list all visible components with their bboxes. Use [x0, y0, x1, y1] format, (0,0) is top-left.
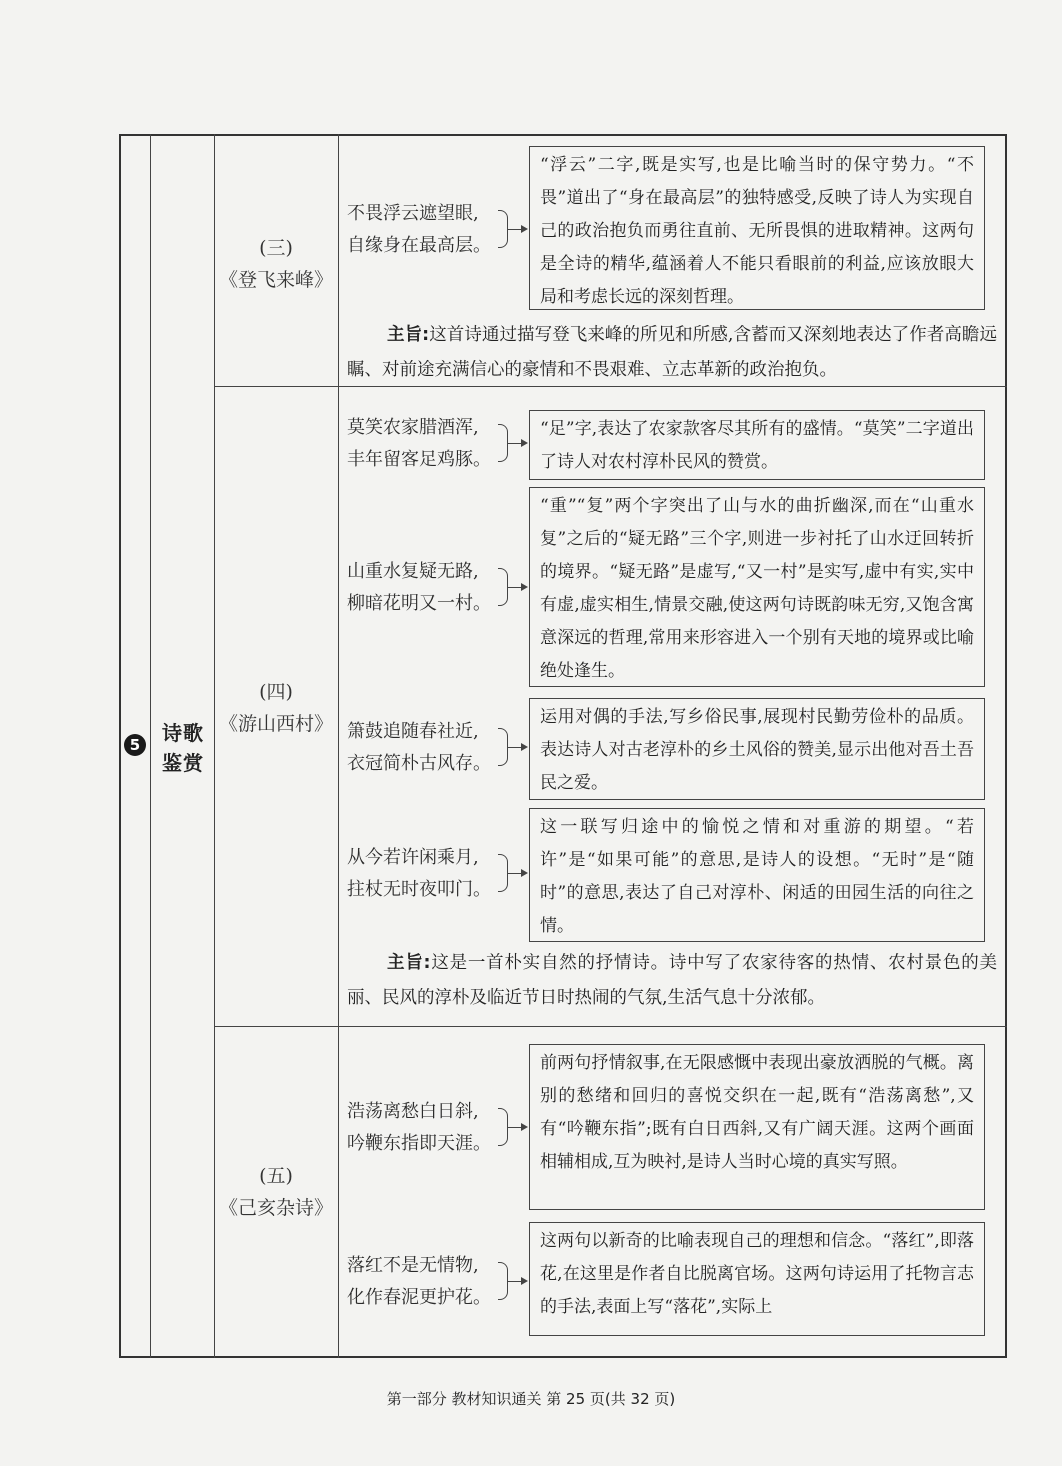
row-divider: [214, 1026, 1007, 1027]
poem-line: 柳暗花明又一村。: [347, 593, 491, 614]
arrow-icon: [508, 587, 526, 588]
theme-paragraph: [347, 946, 997, 1016]
page-footer: 第一部分 教材知识通关 第 25 页(共 32 页): [386, 1390, 676, 1408]
brace-connector: [498, 424, 508, 462]
category-line: 鉴赏: [162, 751, 204, 775]
poem-line: 从今若许闲乘月,: [347, 847, 479, 868]
poem-line: 山重水复疑无路,: [347, 561, 479, 582]
poem-index: (三): [259, 237, 293, 259]
poem-line: 落红不是无情物,: [347, 1255, 479, 1276]
poem-label: [214, 232, 338, 296]
brace-connector: [498, 210, 508, 248]
poem-line: 拄杖无时夜叩门。: [347, 879, 491, 900]
poem-line: 化作春泥更护花。: [347, 1287, 491, 1308]
poem-index: (四): [259, 681, 293, 703]
arrow-icon: [508, 1127, 526, 1128]
column-divider: [150, 134, 151, 1358]
analysis-box: 运用对偶的手法,写乡俗民事,展现村民勤劳俭朴的品质。表达诗人对古老淳朴的乡土风俗的赞美,显示出他对吾土吾民之爱。: [529, 698, 985, 800]
poem-line: 不畏浮云遮望眼,: [347, 203, 479, 224]
poem-title: 《游山西村》: [218, 713, 333, 735]
poem-lines: [347, 412, 507, 476]
poem-lines: [347, 842, 507, 906]
arrow-icon: [508, 229, 526, 230]
analysis-box: “足”字,表达了农家款客尽其所有的盛情。“莫笑”二字道出了诗人对农村淳朴民风的赞赏。: [529, 410, 985, 480]
theme-paragraph: [347, 318, 997, 388]
poem-line: 莫笑农家腊酒浑,: [347, 417, 479, 438]
brace-connector: [498, 1108, 508, 1146]
poem-lines: [347, 1096, 507, 1160]
arrow-icon: [508, 873, 526, 874]
poem-lines: [347, 1250, 507, 1314]
poem-label: [214, 676, 338, 740]
analysis-box: 这两句以新奇的比喻表现自己的理想和信念。“落红”,即落花,在这里是作者自比脱离官场。这两句诗运用了托物言志的手法,表面上写“落花”,实际上: [529, 1222, 985, 1336]
poem-title: 《登飞来峰》: [218, 269, 333, 291]
poem-label: [214, 1160, 338, 1224]
poem-line: 自缘身在最高层。: [347, 235, 491, 256]
poem-lines: [347, 716, 507, 780]
category-line: 诗歌: [162, 721, 204, 745]
arrow-icon: [508, 747, 526, 748]
arrow-icon: [508, 1281, 526, 1282]
brace-connector: [498, 854, 508, 892]
section-number-badge: 5: [124, 734, 146, 756]
brace-connector: [498, 728, 508, 766]
theme-label: 主旨:: [387, 953, 431, 973]
poem-line: 浩荡离愁白日斜,: [347, 1101, 479, 1122]
section-category: [156, 718, 210, 778]
brace-connector: [498, 568, 508, 606]
brace-connector: [498, 1262, 508, 1300]
column-divider: [338, 134, 339, 1358]
poem-line: 箫鼓追随春社近,: [347, 721, 479, 742]
poem-line: 吟鞭东指即天涯。: [347, 1133, 491, 1154]
analysis-box: 前两句抒情叙事,在无限感慨中表现出豪放洒脱的气概。离别的愁绪和回归的喜悦交织在一起,既有“浩荡离愁”,又有“吟鞭东指”;既有白日西斜,又有广阔天涯。这两个画面相辅相成,互为映衬,是诗人当时心境的真实写照。: [529, 1044, 985, 1210]
arrow-icon: [508, 443, 526, 444]
poem-index: (五): [259, 1165, 293, 1187]
poem-line: 衣冠简朴古风存。: [347, 753, 491, 774]
theme-label: 主旨:: [387, 325, 430, 345]
theme-text: 这是一首朴实自然的抒情诗。诗中写了农家待客的热情、农村景色的美丽、民风的淳朴及临近节日时热闹的气氛,生活气息十分浓郁。: [347, 953, 997, 1008]
poem-lines: [347, 198, 507, 262]
analysis-box: “浮云”二字,既是实写,也是比喻当时的保守势力。“不畏”道出了“身在最高层”的独特感受,反映了诗人为实现自己的政治抱负而勇往直前、无所畏惧的进取精神。这两句是全诗的精华,蕴涵着人不能只看眼前的利益,应该放眼大局和考虑长远的深刻哲理。: [529, 146, 985, 310]
theme-text: 这首诗通过描写登飞来峰的所见和所感,含蓄而又深刻地表达了作者高瞻远瞩、对前途充满信心的豪情和不畏艰难、立志革新的政治抱负。: [347, 325, 997, 380]
poem-lines: [347, 556, 507, 620]
analysis-box: 这一联写归途中的愉悦之情和对重游的期望。“若许”是“如果可能”的意思,是诗人的设想。“无时”是“随时”的意思,表达了自己对淳朴、闲适的田园生活的向往之情。: [529, 808, 985, 942]
poem-line: 丰年留客足鸡豚。: [347, 449, 491, 470]
analysis-box: “重”“复”两个字突出了山与水的曲折幽深,而在“山重水复”之后的“疑无路”三个字,则进一步衬托了山水迂回转折的境界。“疑无路”是虚写,“又一村”是实写,虚中有实,实中有虚,虚实相生,情景交融,使这两句诗既韵味无穷,又饱含寓意深远的哲理,常用来形容进入一个别有天地的境界或比喻绝处逢生。: [529, 487, 985, 687]
poem-title: 《己亥杂诗》: [218, 1197, 333, 1219]
